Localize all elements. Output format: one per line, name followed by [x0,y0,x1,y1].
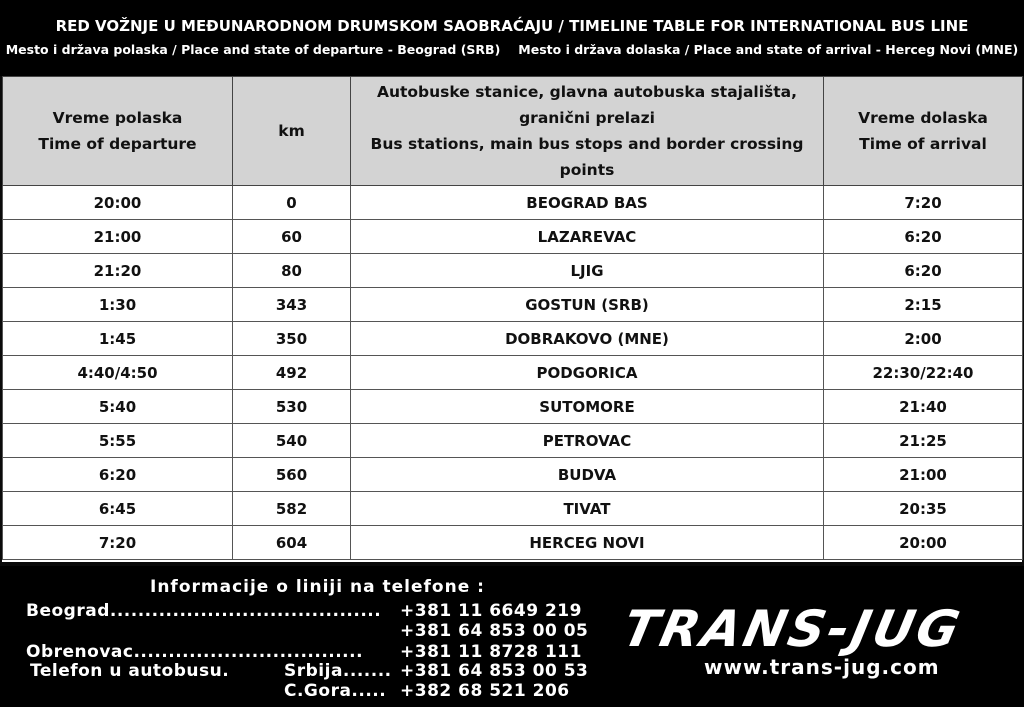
table-row [3,254,1023,288]
station-name: PETROVAC [351,424,824,458]
table-row [3,390,1023,424]
timetable [2,76,1022,562]
departure-time: 6:20 [3,458,233,492]
cgora-label: C.Gora..... [284,681,387,701]
table-header-row [3,77,1023,186]
arrival-time: 6:20 [824,254,1023,288]
distance-km: 343 [233,288,351,322]
distance-km: 540 [233,424,351,458]
beograd-phone-2: +381 64 853 00 05 [400,621,589,641]
station-name: PODGORICA [351,356,824,390]
distance-km: 492 [233,356,351,390]
cgora-phone: +382 68 521 206 [400,681,570,701]
obrenovac-phone: +381 11 8728 111 [400,642,582,662]
arrival-info: Mesto i država dolaska / Place and state of arrival - Herceg Novi (MNE) [518,42,1019,57]
departure-time: 4:40/4:50 [3,356,233,390]
arrival-time: 21:40 [824,390,1023,424]
srbija-phone: +381 64 853 00 53 [400,661,589,681]
station-name: LAZAREVAC [351,220,824,254]
station-name: BEOGRAD BAS [351,186,824,220]
arrival-time: 2:00 [824,322,1023,356]
distance-km: 350 [233,322,351,356]
distance-km: 604 [233,526,351,560]
table-row [3,492,1023,526]
arrival-time: 20:00 [824,526,1023,560]
station-name: SUTOMORE [351,390,824,424]
distance-km: 60 [233,220,351,254]
table-row [3,458,1023,492]
departure-time: 1:45 [3,322,233,356]
departure-info: Mesto i država polaska / Place and state of departure - Beograd (SRB) [5,42,501,57]
arrival-time: 21:25 [824,424,1023,458]
distance-km: 530 [233,390,351,424]
col-km-header: km [233,77,351,186]
table-row [3,424,1023,458]
table-row [3,526,1023,560]
arrival-time: 6:20 [824,220,1023,254]
col-arrival-header: Vreme dolaska Time of arrival [824,77,1023,186]
station-name: TIVAT [351,492,824,526]
arrival-time: 22:30/22:40 [824,356,1023,390]
departure-time: 21:00 [3,220,233,254]
brand-logo: TRANS-JUG [617,600,968,658]
station-name: DOBRAKOVO (MNE) [351,322,824,356]
distance-km: 560 [233,458,351,492]
srbija-label: Srbija....... [284,661,392,681]
table-row [3,322,1023,356]
departure-time: 5:40 [3,390,233,424]
table-row [3,186,1023,220]
distance-km: 80 [233,254,351,288]
table-row [3,220,1023,254]
departure-time: 1:30 [3,288,233,322]
station-name: LJIG [351,254,824,288]
arrival-time: 2:15 [824,288,1023,322]
info-title: Informacije o liniji na telefone : [150,577,485,597]
arrival-time: 20:35 [824,492,1023,526]
departure-time: 7:20 [3,526,233,560]
arrival-time: 21:00 [824,458,1023,492]
bus-phone-label: Telefon u autobusu. [30,661,230,681]
station-name: HERCEG NOVI [351,526,824,560]
page-title: RED VOŽNJE U MEĐUNARODNOM DRUMSKOM SAOBRAĆAJU / TIMELINE TABLE FOR INTERNATIONAL BUS LINE [55,17,969,35]
table-row [3,288,1023,322]
table-row [3,356,1023,390]
departure-time: 6:45 [3,492,233,526]
departure-time: 5:55 [3,424,233,458]
departure-time: 21:20 [3,254,233,288]
contact-footer [0,566,1024,707]
route-info [0,42,1024,57]
col-stations-header: Autobuske stanice, glavna autobuska stajališta, granični prelazi Bus stations, main bus stops and border crossing points [351,77,824,186]
obrenovac-label: Obrenovac................................. [26,642,364,662]
beograd-phone-1: +381 11 6649 219 [400,601,582,621]
title-band [0,0,1024,76]
arrival-time: 7:20 [824,186,1023,220]
brand-url[interactable]: www.trans-jug.com [704,655,940,679]
beograd-label: Beograd....................................... [26,601,382,621]
station-name: BUDVA [351,458,824,492]
distance-km: 0 [233,186,351,220]
distance-km: 582 [233,492,351,526]
col-departure-header: Vreme polaska Time of departure [3,77,233,186]
departure-time: 20:00 [3,186,233,220]
station-name: GOSTUN (SRB) [351,288,824,322]
